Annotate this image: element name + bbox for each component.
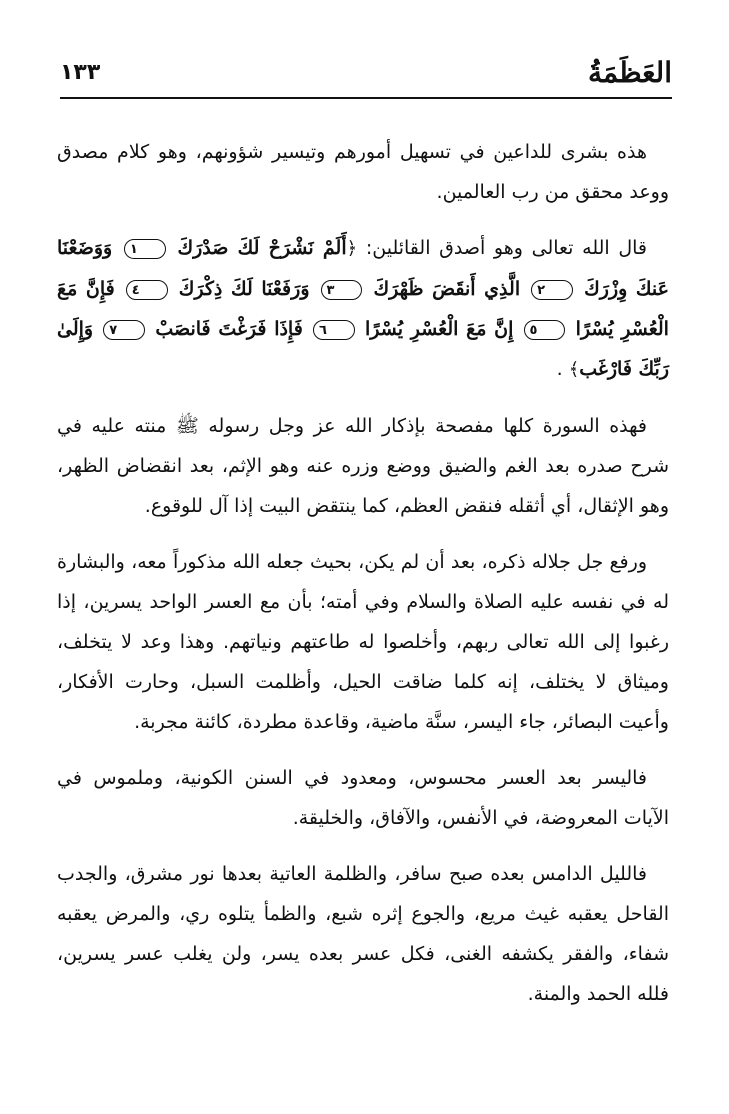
verse-7: فَإِذَا فَرَغْتَ فَانصَبْ bbox=[155, 318, 303, 340]
paragraph-1: هذه بشرى للداعين في تسهيل أمورهم وتيسير شؤونهم، وهو كلام مصدق ووعد محقق من رب العالمين. bbox=[57, 141, 669, 203]
verse-3: الَّذِي أَنقَضَ ظَهْرَكَ bbox=[373, 278, 521, 300]
verse-1: أَلَمْ نَشْرَحْ لَكَ صَدْرَكَ bbox=[177, 237, 347, 259]
verse-8: وَإِلَىٰ رَبِّكَ فَارْغَب bbox=[57, 318, 669, 380]
paragraph-5: فاليسر بعد العسر محسوس، ومعدود في السنن الكونية، وملموس في الآيات المعروضة، في الأنفس، والآفاق، والخليقة. bbox=[57, 767, 669, 829]
quran-close-bracket: ﴾ bbox=[568, 359, 580, 380]
quote-end-mark: . bbox=[556, 358, 563, 380]
verse-4: وَرَفَعْنَا لَكَ ذِكْرَكَ bbox=[178, 278, 310, 300]
verse-number-badge: ٤ bbox=[126, 280, 168, 300]
verse-number-badge: ٢ bbox=[531, 280, 573, 300]
header-rule bbox=[60, 97, 672, 99]
verse-number-badge: ١ bbox=[124, 239, 166, 259]
verse-number-badge: ٥ bbox=[524, 320, 566, 340]
paragraph-3: فهذه السورة كلها مفصحة بإذكار الله عز وجل رسوله ﷺ منته عليه في شرح صدره بعد الغم والضيق ووضع وزره عنه وهو الإثم، بعد انقضاض الظهر، وهو الإثقال، أي أثقله فنقض العظم، كما ينتقض البيت إذا آل للوقوع. bbox=[57, 415, 669, 517]
running-title: العَظَمَةُ bbox=[588, 56, 672, 89]
page-body bbox=[57, 132, 669, 1030]
verse-number-badge: ٦ bbox=[313, 320, 355, 340]
verse-2: وَوَضَعْنَا عَنكَ وِزْرَكَ bbox=[57, 237, 669, 300]
verse-6: إِنَّ مَعَ الْعُسْرِ يُسْرًا bbox=[365, 318, 514, 340]
verse-number-badge: ٣ bbox=[321, 280, 363, 300]
paragraph-6: فالليل الدامس بعده صبح سافر، والظلمة العاتية بعدها نور مشرق، والجدب القاحل يعقبه غيث مريع، والجوع إثره شبع، والظمأ يتلوه ري، والمرض يعقبه شفاء، والفقر يكشفه الغنى، فكل عسر بعده يسر، ولن يغلب عسر يسرين، فلله الحمد والمنة. bbox=[57, 863, 669, 1005]
page-header bbox=[60, 56, 672, 98]
verse-number-badge: ٧ bbox=[103, 320, 145, 340]
page-number: ١٣٣ bbox=[60, 60, 101, 85]
paragraph-4: ورفع جل جلاله ذكره، بعد أن لم يكن، بحيث جعله الله مذكوراً معه، والبشارة له في نفسه عليه الصلاة والسلام وفي أمته؛ بأن مع العسر الواحد يسرين، إذا رغبوا إلى الله تعالى ربهم، وأخلصوا له طاعتهم ونياتهم. وهذا وعد لا يتخلف، وميثاق لا يختلف، إنه كلما ضاقت الحيل، وأظلمت السبل، وحارت الأفكار، وأعيت البصائر، جاء اليسر، سنَّة ماضية، وقاعدة مطردة، كائنة مجربة. bbox=[57, 551, 669, 733]
quote-intro: قال الله تعالى وهو أصدق القائلين: bbox=[365, 237, 648, 259]
paragraph-2-quran-quote bbox=[57, 228, 669, 390]
quran-open-bracket: ﴿ bbox=[346, 238, 358, 259]
verse-5: فَإِنَّ مَعَ الْعُسْرِ يُسْرًا bbox=[57, 278, 669, 340]
